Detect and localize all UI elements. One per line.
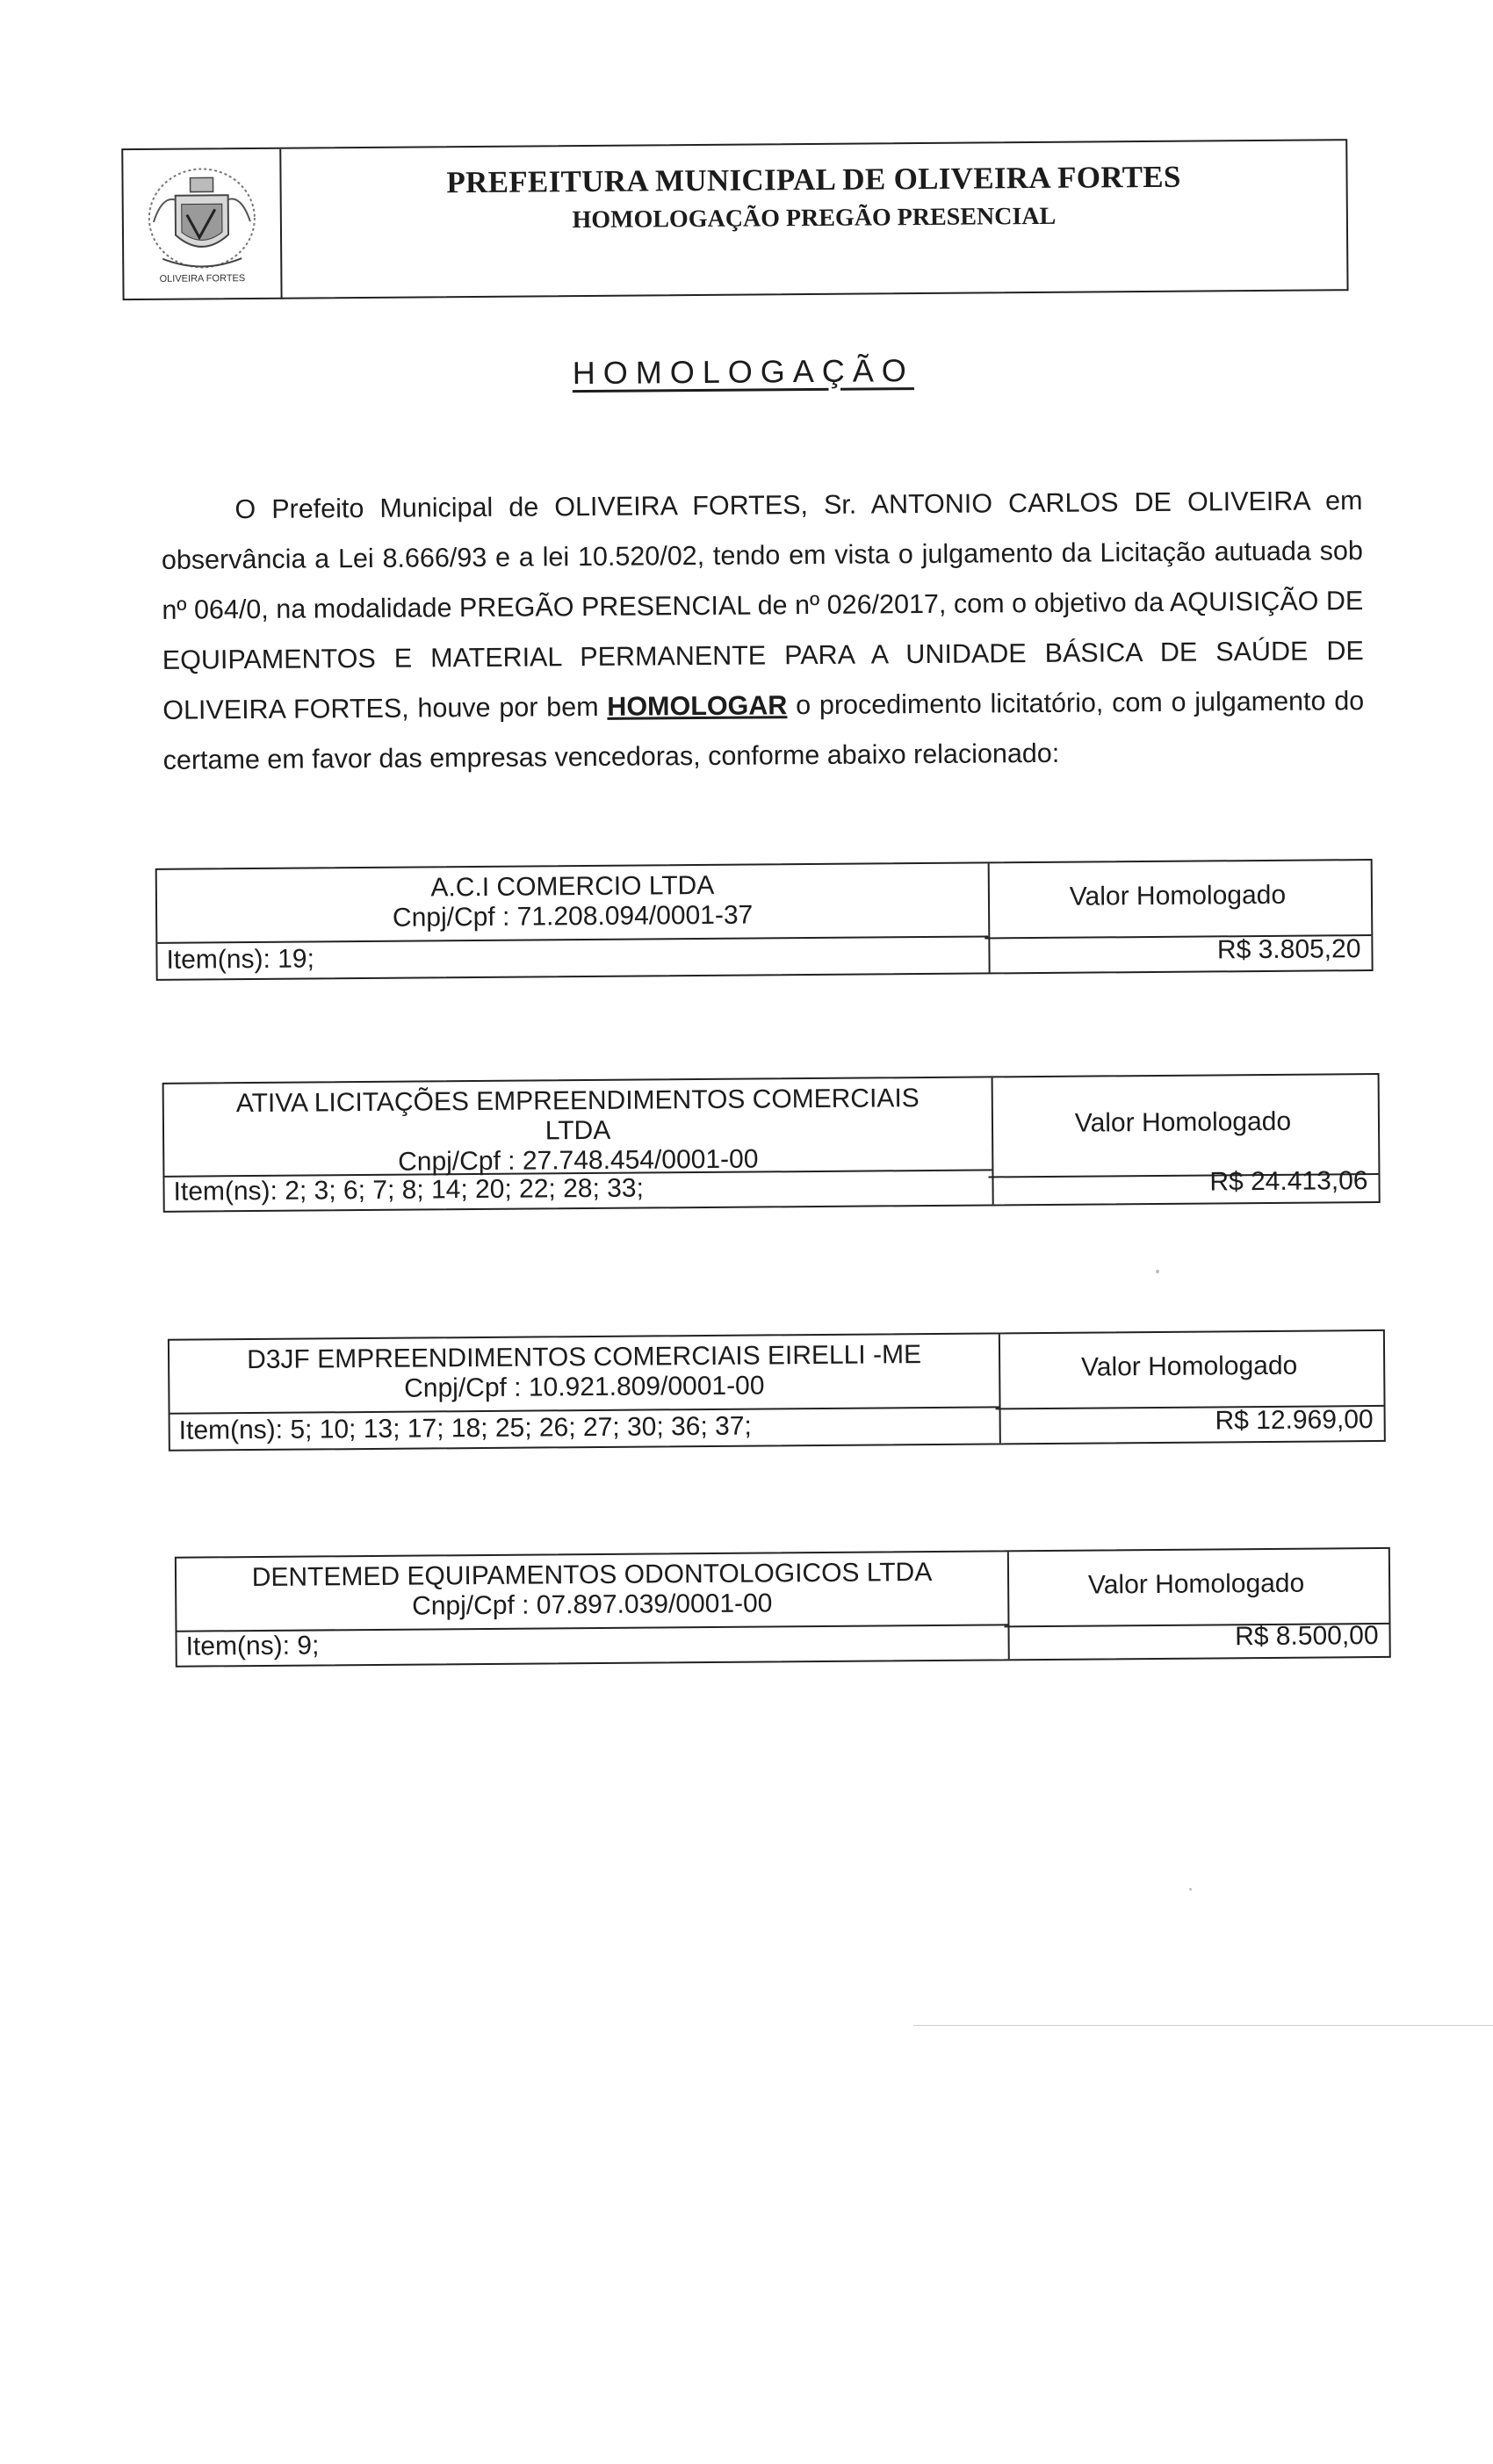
winner-items: Item(ns): 5; 10; 13; 17; 18; 25; 26; 27; 30; 36; 37; [178,1411,752,1445]
value-label: Valor Homologado [1069,880,1287,911]
scan-speck [1189,1888,1192,1891]
winner-company-cell [177,1552,1010,1665]
company-name: D3JF EMPREENDIMENTOS COMERCIAIS EIRELLI -ME [246,1340,922,1375]
homologated-value: R$ 8.500,00 [1234,1620,1379,1652]
value-label: Valor Homologado [1080,1351,1298,1382]
letterhead [121,139,1348,300]
winner-table-2 [162,1073,1381,1213]
company-name: ATIVA LICITAÇÕES EMPREENDIMENTOS COMERCIAIS LTDA [235,1084,920,1146]
scan-edge-line [913,2025,1493,2026]
winner-table-4 [175,1547,1391,1668]
municipal-crest-icon [135,160,268,291]
winner-table-3 [168,1329,1386,1452]
homologated-value: R$ 24.413,06 [1209,1166,1368,1197]
winner-value-cell [995,1331,1384,1443]
municipality-title: PREFEITURA MUNICIPAL DE OLIVEIRA FORTES [446,159,1181,200]
document-subtitle: HOMOLOGAÇÃO PREGÃO PRESENCIAL [572,202,1057,234]
company-name: DENTEMED EQUIPAMENTOS ODONTOLOGICOS LTDA [251,1557,933,1593]
paragraph-part-1: O Prefeito Municipal de OLIVEIRA FORTES, Sr. ANTONIO CARLOS DE OLIVEIRA em observância a Lei 8.666/93 e a lei 10.520/02, tendo em vista o julgamento da Licitação autuada sob nº 064/0, na modalidade PREGÃO PRESENCIAL de nº 026/2017, com o objetivo da AQUISIÇÃO DE EQUIPAMENTOS E MATERIAL PERMANENTE PARA A UNIDADE BÁSICA DE SAÚDE DE OLIVEIRA FORTES, houve por bem [161,486,1364,725]
winner-value-cell [985,861,1372,972]
value-label: Valor Homologado [1087,1568,1305,1600]
winner-items: Item(ns): 9; [185,1631,320,1661]
value-label: Valor Homologado [1074,1106,1292,1138]
homologated-value: R$ 3.805,20 [1216,934,1361,965]
crest-caption: OLIVEIRA FORTES [159,273,246,285]
winner-items: Item(ns): 2; 3; 6; 7; 8; 14; 20; 22; 28; 33; [173,1173,644,1207]
company-name: A.C.I COMERCIO LTDA [430,870,715,903]
company-block [157,863,989,943]
homologated-value: R$ 12.969,00 [1215,1405,1374,1436]
homologation-paragraph [161,476,1365,786]
winner-value-cell [1004,1549,1389,1659]
scan-speck [1156,1270,1159,1273]
winner-company-cell [164,1077,994,1210]
winner-table-1 [155,859,1374,981]
company-block [164,1077,992,1177]
page-heading: HOMOLOGAÇÃO [572,352,914,392]
company-cnpj: Cnpj/Cpf : 71.208.094/0001-37 [392,900,754,933]
winner-company-cell [169,1334,1001,1449]
crest-box [123,149,282,300]
winner-value-cell [988,1075,1379,1204]
winner-items: Item(ns): 19; [166,944,315,975]
homologar-keyword: HOMOLOGAR [607,690,788,722]
winner-company-cell [157,863,991,978]
company-block [177,1552,1008,1632]
company-cnpj: Cnpj/Cpf : 27.748.454/0001-00 [398,1144,759,1177]
company-cnpj: Cnpj/Cpf : 07.897.039/0001-00 [412,1589,773,1621]
company-cnpj: Cnpj/Cpf : 10.921.809/0001-00 [404,1371,765,1403]
paragraph-part-2: o procedimento licitatório, com o julgamento do certame em favor das empresas vencedoras, conforme abaixo relacionado: [162,686,1365,775]
company-block [169,1334,999,1414]
